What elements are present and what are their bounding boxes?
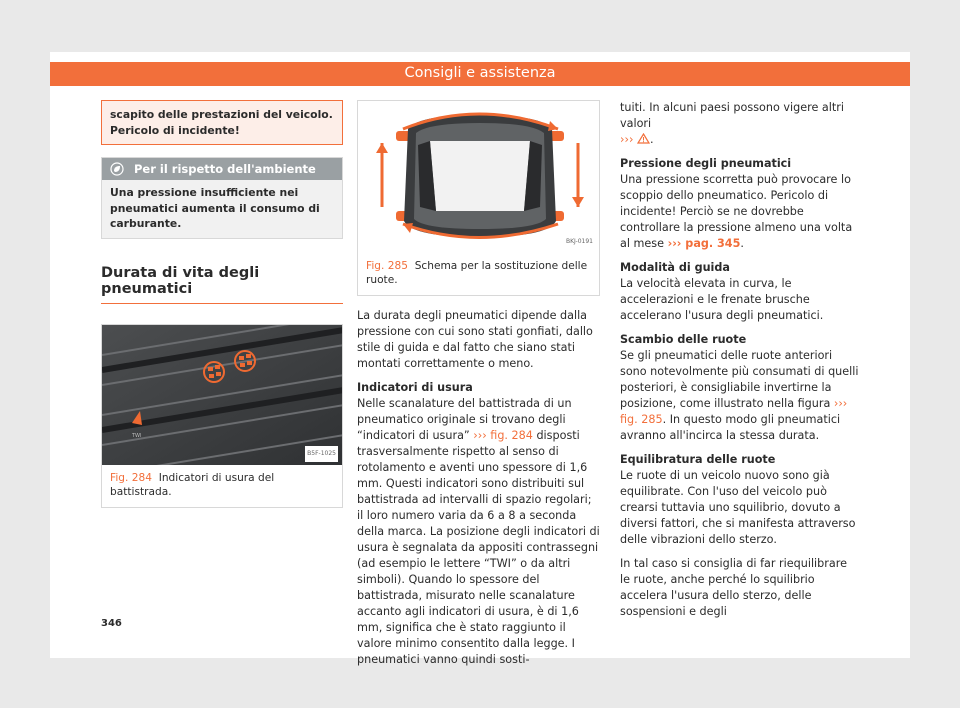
svg-text:TWI: TWI [132,432,142,439]
warning-link[interactable]: ››› [620,133,634,146]
balancing-heading: Equilibratura delle ruote [620,453,776,466]
driving-style-heading: Modalità di guida [620,261,730,274]
header-bar [50,62,910,86]
header-title: Consigli e assistenza [404,65,556,81]
figure-284-number: Fig. 284 [110,471,152,484]
environment-header [102,158,342,180]
figure-284 [101,324,343,508]
car-top-view-illustration [358,101,599,253]
column-3 [620,100,860,628]
pressure-heading: Pressione degli pneumatici [620,157,792,170]
page-number: 346 [101,618,122,629]
continuation-paragraph: tuiti. In alcuni paesi possono vigere altri valori ››› . [620,101,844,146]
pressure-paragraph: Una pressione scorretta può provocare lo scoppio dello pneumatico. Pericolo di incidente! Perciò se ne dovrebbe controllare la pressione almeno una volta al mese ››› pag. 345. [620,173,853,250]
wear-text-b: disposti trasversalmente rispetto al senso di rotolamento e aventi uno spessore di 1,6 mm. Questi indicatori sono distribuiti sul battistrada ad intervalli di spazio regolari; il loro numero varia da 6 a 8 a seconda della marca. La posizione degli indicatori di usura è segnalata da appositi contrassegni (ad esempio le lettere “TWI” o da altri simboli). Quando lo spessore del battistrada, misurato nelle scanalature accanto agli indicatori di usura, è di 1,6 mm, significa che è stato raggiunto il valore minimo consentito dalla legge. I pneumatici vanno quindi sosti- [357,429,600,666]
figure-285-caption-text: Schema per la sostituzione delle ruote. [366,260,588,286]
column-2 [357,100,600,676]
fig-284-link[interactable]: ››› fig. 284 [473,429,533,442]
warning-box [101,100,343,145]
section-title: Durata di vita degli pneumatici [101,265,343,304]
wheel-swap-paragraph [620,348,860,444]
environment-text: Una pressione insufficiente nei pneumatici aumenta il consumo di carburante. [110,186,320,230]
swap-text-b: . In questo modo gli pneumatici avranno all'incirca la stessa durata. [620,413,841,442]
page-345-link[interactable]: ››› pag. 345 [667,237,741,250]
fig-285-link[interactable]: ››› fig. 285 [620,397,848,426]
warning-triangle-icon[interactable] [637,133,650,144]
leaf-icon [110,162,124,176]
tire-tread-illustration [102,325,342,465]
environment-box [101,157,343,239]
swap-text-a: Se gli pneumatici delle ruote anteriori sono notevolmente più consumati di quelli posteriori, è consigliabile invertirne la posizione, come illustrato nella figura [620,349,859,410]
tread-wear-image [102,325,342,465]
environment-title: Per il rispetto dell'ambiente [134,162,316,176]
continuation-text: tuiti. In alcuni paesi possono vigere altri valori [620,101,844,130]
balancing-paragraph: Le ruote di un veicolo nuovo sono già equilibrate. Con l'uso del veicolo può crearsi tuttavia uno squilibrio, dovuto a diversi fattori, che si manifesta attraverso delle vibrazioni dello sterzo. [620,469,856,546]
figure-284-caption [102,465,342,507]
figure-284-code: B5F-1025 [305,446,338,462]
wear-indicators-heading: Indicatori di usura [357,381,473,394]
wheel-swap-heading: Scambio delle ruote [620,333,747,346]
figure-285-number: Fig. 285 [366,260,408,272]
figure-284-caption-text: Indicatori di usura del battistrada. [110,471,275,498]
column-1 [101,100,343,508]
figure-285-caption [358,253,599,295]
rotation-scheme-image [358,101,599,253]
figure-285-code: BKJ-0191 [564,234,595,250]
balancing-paragraph-2: In tal caso si consiglia di far riequilibrare le ruote, anche perché lo squilibrio accelera l'usura dello sterzo, delle sospensioni e degli [620,557,847,618]
pressure-text: Una pressione scorretta può provocare lo scoppio dello pneumatico. Pericolo di incidente! Perciò se ne dovrebbe controllare la pressione almeno una volta al mese [620,173,853,250]
intro-paragraph: La durata degli pneumatici dipende dalla pressione con cui sono stati gonfiati, dallo stile di guida e dal fatto che siano stati montati correttamente o meno. [357,309,593,370]
wear-text-a: Nelle scanalature del battistrada di un pneumatico originale si trovano degli “indicatori di usura” [357,397,572,442]
driving-style-paragraph: La velocità elevata in curva, le accelerazioni e le frenate brusche accelerano l'usura degli pneumatici. [620,277,824,322]
figure-285 [357,100,600,296]
warning-text: scapito delle prestazioni del veicolo. Pericolo di incidente! [110,108,333,137]
wear-indicators-paragraph [357,396,600,668]
